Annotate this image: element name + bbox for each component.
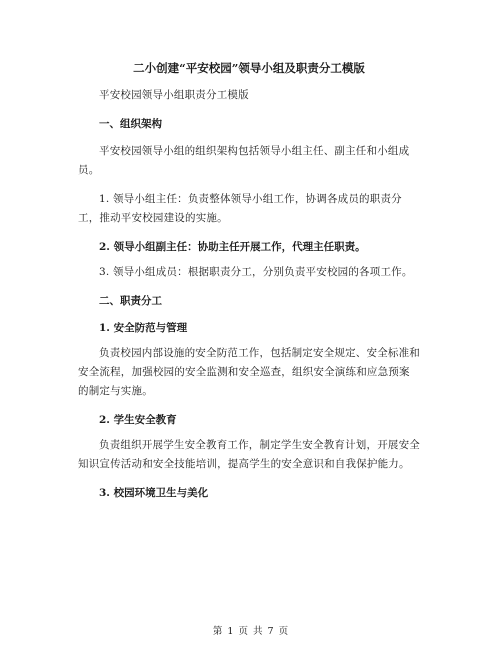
paragraph-director-role: 1. 领导小组主任：负责整体领导小组工作，协调各成员的职责分工，推动平安校园建设的实施。 <box>78 193 402 224</box>
subheading-student-safety-education: 2. 学生安全教育 <box>99 414 177 426</box>
document-title: 二小创建“平安校园”领导小组及职责分工模版 <box>133 61 365 75</box>
paragraph-organization-overview: 平安校园领导小组的组织架构包括领导小组主任、副主任和小组成员。 <box>78 145 410 176</box>
section-heading-responsibilities: 二、职责分工 <box>99 295 162 307</box>
document-subtitle: 平安校园领导小组职责分工模版 <box>99 89 249 101</box>
paragraph-student-safety-education: 负责组织开展学生安全教育工作，制定学生安全教育计划，开展安全知识宣传活动和安全技能培训，提高学生的安全意识和自我保护能力。 <box>78 439 420 470</box>
paragraph-member-role: 3. 领导小组成员：根据职责分工，分别负责平安校园的各项工作。 <box>99 266 413 278</box>
paragraph-deputy-director-role: 2. 领导小组副主任：协助主任开展工作，代理主任职责。 <box>99 241 366 253</box>
section-heading-organization: 一、组织架构 <box>99 118 162 130</box>
page-number-footer: 第 1 页 共 7 页 <box>212 626 290 637</box>
subheading-campus-environment: 3. 校园环境卫生与美化 <box>99 487 209 499</box>
subheading-safety-management: 1. 安全防范与管理 <box>99 322 188 334</box>
paragraph-safety-management: 负责校园内部设施的安全防范工作，包括制定安全规定、安全标准和安全流程，加强校园的安全监测和安全巡查，组织安全演练和应急预案的制定与实施。 <box>78 347 420 397</box>
document-body <box>78 60 420 509</box>
